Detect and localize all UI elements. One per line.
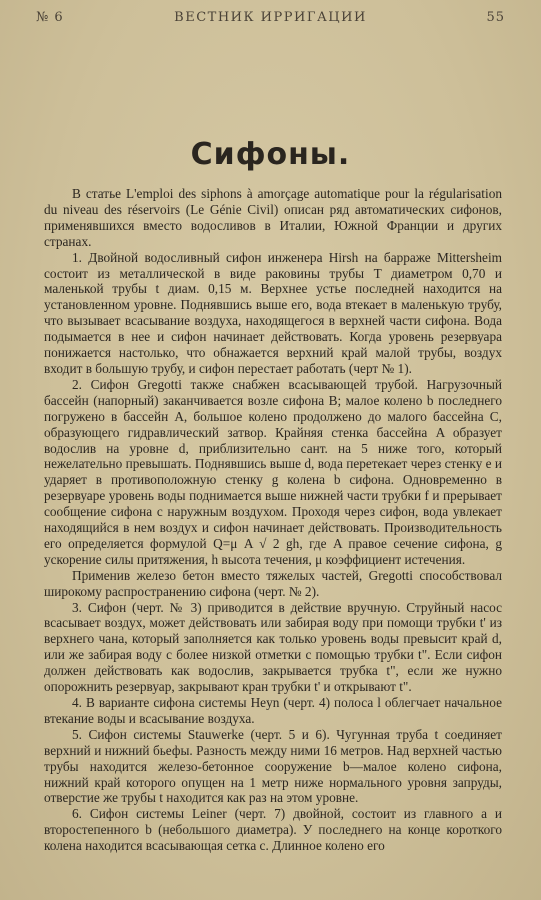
paragraph-5-stauwerke: 5. Сифон системы Stauwerke (черт. 5 и 6). Чугунная труба t соединяет верхний и нижний бьефы. Разность между ними 16 метров. Над верхней частью трубы находится железо-бетонное сооружение b—малое колено сифона, нижний край которого опущен на 1 метр ниже нормального уровня запруды, отверстие же трубы t находится как раз на этом уровне. <box>44 726 502 806</box>
paragraph-2-gregotti: 2. Сифон Gregotti также снабжен всасывающей трубой. Нагрузочный бассейн (напорный) заканчивается возле сифона B; малое колено b последнего погружено в бассейн A, большое колено продолжено до малого бассейна C, образующего гидравлический затвор. Крайняя стенка бассейна A образует водослив на уровне d, приблизительно сант. на 5 ниже того, который нежелательно превышать. Поднявшись выше d, вода перетекает через стенку e и ударяет в противоположную стенку g колена b сифона. Одновременно в резервуаре уровень воды поднимается выше нижней части трубки f и прерывает сообщение сифона с наружным воздухом. Проходя через сифон, вода увлекает находящийся в нем воздух и сифон начинает действовать. Производительность его определяется формулой Q=μ A √ 2 gh, где A правое сечение сифона, g ускорение силы притяжения, h высота течения, μ коэффициент истечения. <box>44 376 502 567</box>
article-body <box>44 186 502 854</box>
journal-title: ВЕСТНИК ИРРИГАЦИИ <box>174 10 367 25</box>
paragraph-2-note: Применив железо бетон вместо тяжелых частей, Gregotti способствовал широкому распространению сифона (черт. № 2). <box>44 567 502 599</box>
paragraph-1-hirsh: 1. Двойной водосливный сифон инженера Hirsh на барраже Mittersheim состоит из металлической в виде раковины трубы T диаметром 0,70 и маленькой трубы t диам. 0,15 м. Верхнее устье последней находится на установленном уровне. Поднявшись выше его, вода втекает в маленькую трубу, что вызывает всасывание воздуха, находящегося в верхней части сифона. Вода подымается в нее и сифон начинает действовать. Когда уровень резервуара понижается настолько, что обнажается верхний край малой трубы, воздух входит в большую трубу, и сифон перестает работать (черт № 1). <box>44 249 502 376</box>
paragraph-4-heyn: 4. В варианте сифона системы Heyn (черт. 4) полоса l облегчает начальное втекание воды и всасывание воздуха. <box>44 695 502 726</box>
page-number: 55 <box>486 10 505 25</box>
paragraph-6-leiner: 6. Сифон системы Leiner (черт. 7) двойной, состоит из главного a и второстепенного b (небольшого диаметра). У последнего на конце короткого колена находится всасывающая сетка c. Длинное колено его <box>44 806 502 854</box>
issue-number: № 6 <box>36 10 64 25</box>
article-title: Сифоны. <box>190 137 351 172</box>
paragraph-intro: В статье L'emploi des siphons à amorçage automatique pour la régularisation du niveau des réservoirs (Le Génie Civil) описан ряд автоматических сифонов, применявшихся вместо водосливов в Италии, Южной Франции и других странах. <box>44 186 502 249</box>
running-header <box>36 10 505 32</box>
paragraph-3-manual: 3. Сифон (черт. № 3) приводится в действие вручную. Струйный насос всасывает воздух, может действовать или забирая воду при помощи трубки t' из верхнего чана, который заполняется как только уровень воды превысит край d, или же забирая воду с более низкой отметки с помощью трубки t". Если сифон должен действовать как водослив, закрывается трубка t", если же нужно опорожнить резервуар, закрывают кран трубки t' и открывают t". <box>44 599 502 695</box>
